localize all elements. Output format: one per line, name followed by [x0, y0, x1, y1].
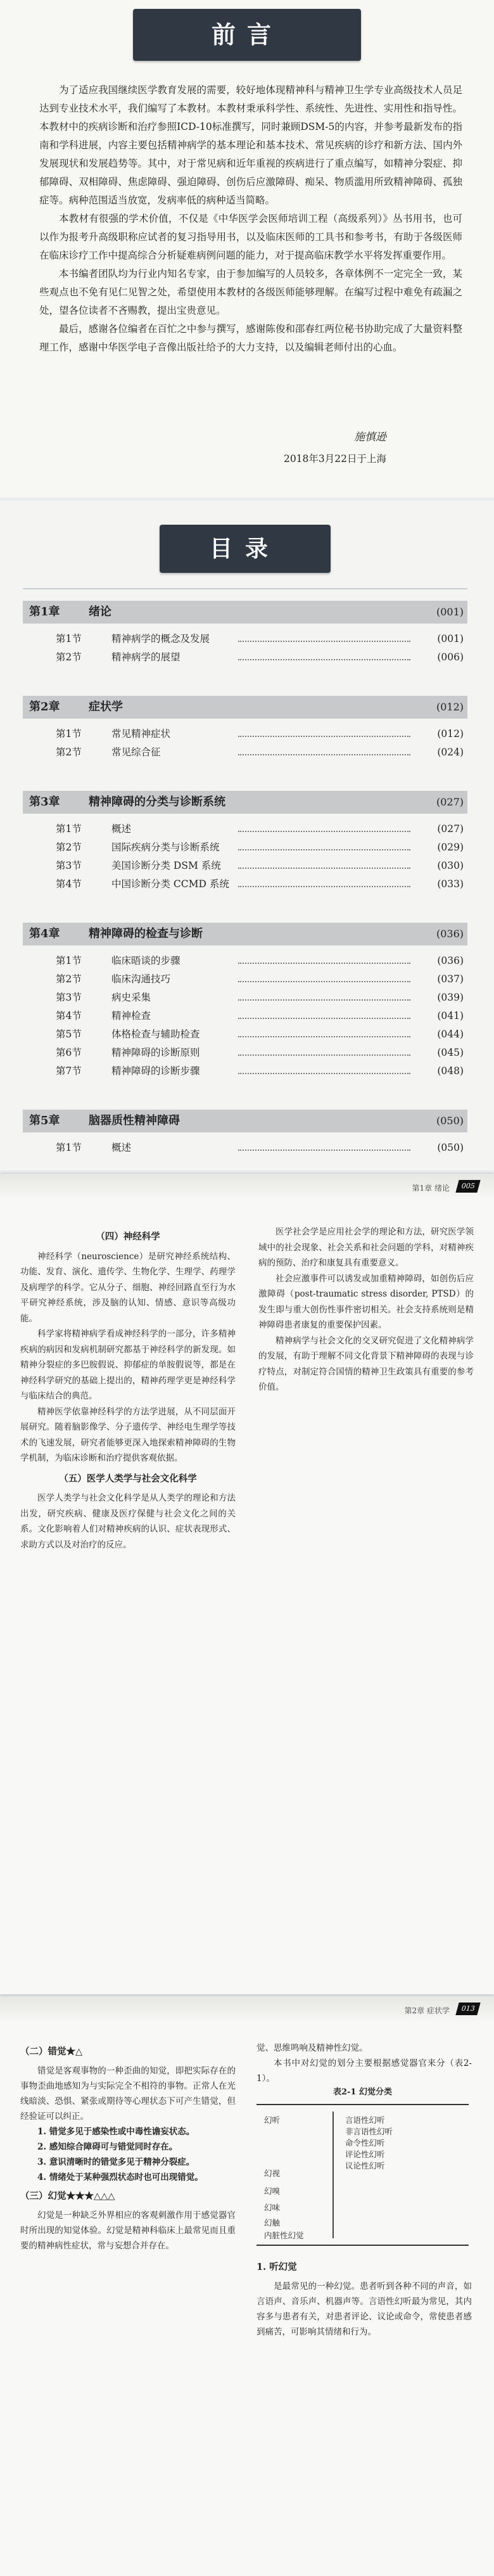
body-paragraph: 是最常见的一种幻觉。患者听到各种不同的声音，如言语声、音乐声、机器声等。言语性幻听最为常见，其内容多与患者有关，对患者评论、议论或命令，常使患者感到痛苦，可影响其情绪和行为。 [256, 2281, 472, 2337]
leader-dots [238, 999, 410, 1001]
leader-dots [238, 831, 410, 832]
preface-paragraph: 最后，感谢各位编者在百忙之中参与撰写，感谢陈俊和邵春红两位秘书协助完成了大量资料整理工作，感谢中华医学电子音像出版社给予的大力支持，以及编辑老师付出的心血。 [39, 323, 462, 353]
toc-title: 目录 [209, 535, 281, 562]
chapter-title: 精神障碍的分类与诊断系统 [89, 795, 225, 809]
left-column [20, 1224, 236, 1553]
toc-section-row[interactable] [23, 726, 467, 741]
section-title: 临床沟通技巧 [111, 973, 171, 985]
section-heading: （五）医学人类学与社会文化科学 [59, 1473, 197, 1484]
section-title: 精神病学的展望 [111, 651, 180, 663]
section-label: 第2节 [56, 651, 82, 663]
toc-section-row[interactable] [23, 631, 467, 646]
body-paragraph: 觉、思维鸣响及精神性幻觉。 [256, 2043, 368, 2053]
table-cell: 幻触 [264, 2218, 281, 2227]
sample-page-2 [0, 1996, 494, 2576]
toc-section-row[interactable] [23, 1140, 467, 1155]
body-paragraph: 本书中对幻觉的划分主要根据感觉器官来分（表2-1）。 [256, 2058, 472, 2084]
section-title: 概述 [111, 1142, 132, 1153]
section-label: 第2节 [56, 842, 82, 853]
toc-title-banner [160, 525, 331, 573]
leader-dots [238, 641, 410, 642]
table-cell: 议论性幻听 [345, 2161, 385, 2170]
section-page: (037) [437, 973, 464, 985]
section-label: 第5节 [56, 1028, 82, 1040]
leader-dots [238, 1150, 410, 1151]
section-title: 国际疾病分类与诊断系统 [111, 842, 220, 853]
section-title: 病史采集 [111, 992, 151, 1003]
section-title: 体格检查与辅助检查 [111, 1028, 200, 1040]
table-cell: 幻嗅 [264, 2186, 281, 2196]
classification-table [256, 2104, 469, 2246]
body-paragraph: 错觉是客观事物的一种歪曲的知觉，即把实际存在的事物歪曲地感知为与实际完全不相符的事物。正常人在光线暗淡、恐惧、紧张或期待等心理状态下可产生错觉，但经验证可以纠正。 [20, 2066, 236, 2122]
toc-section-row[interactable] [23, 1008, 467, 1023]
right-column [256, 2041, 472, 2086]
section-page: (012) [437, 728, 464, 740]
toc-section-row[interactable] [23, 650, 467, 665]
table-cell: 非言语性幻听 [345, 2127, 393, 2136]
section-label: 第4节 [56, 1010, 82, 1022]
list-item: 2. 感知综合障碍可与错觉同时存在。 [37, 2142, 178, 2152]
leader-dots [238, 1018, 410, 1019]
list-item: 4. 情绪处于某种强烈状态时也可出现错觉。 [37, 2172, 203, 2182]
chapter-label: 第4章 [29, 927, 60, 940]
section-label: 第3节 [56, 860, 82, 871]
toc-section-row[interactable] [23, 971, 467, 987]
leader-dots [238, 754, 410, 755]
section-heading: （二）错觉★△ [20, 2046, 83, 2057]
section-title: 中国诊断分类 CCMD 系统 [111, 878, 229, 890]
leader-dots [238, 1054, 410, 1056]
page-number: 013 [455, 2002, 480, 2015]
section-label: 第1节 [56, 728, 82, 740]
section-page: (048) [437, 1065, 464, 1077]
section-label: 第1节 [56, 955, 82, 966]
running-head-text: 第1章 绪论 [412, 1184, 450, 1193]
section-title: 精神病学的概念及发展 [111, 633, 210, 644]
section-title: 临床晤谈的步骤 [111, 955, 180, 966]
section-heading: 1. 听幻觉 [256, 2262, 297, 2272]
section-label: 第7节 [56, 1065, 82, 1077]
section-title: 精神障碍的诊断原则 [111, 1047, 200, 1058]
body-paragraph: 医学人类学与社会文化科学是从人类学的理论和方法出发，研究疾病、健康及医疗保健与社会文化之间的关系。文化影响着人们对精神疾病的认识、症状表现形式、求助方式以及对治疗的反应。 [20, 1493, 236, 1550]
leader-dots [238, 868, 410, 869]
table-cell: 幻视 [264, 2169, 281, 2178]
section-heading: （四）神经科学 [96, 1231, 160, 1242]
chapter-page: (027) [436, 796, 464, 808]
section-label: 第1节 [56, 633, 82, 644]
toc-chapter-row[interactable] [23, 696, 467, 719]
toc-section-row[interactable] [23, 953, 467, 968]
table-cell: 幻听 [264, 2115, 281, 2125]
preface-paragraph: 为了适应我国继续医学教育发展的需要，较好地体现精神科与精神卫生学专业高级技术人员足达到专业技术水平，我们编写了本教材。本教材秉承科学性、系统性、先进性、实用性和指导性。本教材中的疾病诊断和治疗参照ICD-10标准撰写，同时兼顾DSM-5的内容，并参考最新发布的指南和学科进展，内容主要包括精神病学的基本理论和基本技术、常见疾病的诊疗和新方法、国内外发展现状和发展趋势等。其中，对于常见病和近年重视的疾病进行了重点编写，如精神分裂症、抑郁障碍、双相障碍、焦虑障碍、强迫障碍、创伤后应激障碍、痴呆、物质滥用所致精神障碍、孤独症等。病种范围适当放宽，发病率低的病种适当简略。 [39, 84, 462, 206]
body-paragraph: 医学社会学是应用社会学的理论和方法，研究医学领域中的社会现象、社会关系和社会问题的学科，对精神疾病的预防、治疗和康复具有重要意义。 [258, 1227, 474, 1268]
chapter-label: 第3章 [29, 795, 60, 809]
table-title: 表2-1 幻觉分类 [332, 2087, 392, 2097]
leader-dots [238, 886, 410, 887]
right-column-lower [256, 2256, 472, 2340]
toc-chapter-row[interactable] [23, 923, 467, 945]
section-title: 常见精神症状 [111, 728, 171, 740]
section-label: 第1节 [56, 1142, 82, 1153]
left-column [20, 2041, 236, 2253]
section-label: 第6节 [56, 1047, 82, 1058]
section-title: 概述 [111, 823, 132, 835]
chapter-label: 第5章 [29, 1114, 60, 1127]
right-column [258, 1224, 474, 1395]
table-cell: 评论性幻听 [345, 2150, 385, 2159]
leader-dots [238, 849, 410, 850]
chapter-title: 精神障碍的检查与诊断 [89, 927, 203, 940]
toc-chapter-row[interactable] [23, 791, 467, 814]
body-paragraph: 幻觉是一种缺乏外界相应的客观刺激作用于感觉器官时所出现的知觉体验。幻觉是精神科临床上最常见而且重要的精神病性症状，常与妄想合并存在。 [20, 2210, 236, 2251]
section-title: 精神障碍的诊断步骤 [111, 1065, 200, 1077]
section-page: (045) [437, 1047, 464, 1058]
leader-dots [238, 981, 410, 982]
preface-paragraph: 本书编者团队均为行业内知名专家，由于参加编写的人员较多，各章体例不一定完全一致，某些观点也不免有见仁见智之处，希望使用本教材的各级医师能够理解。在编写过程中难免有疏漏之处，望各位读者不吝赐教，提出宝贵意见。 [39, 268, 462, 316]
preface-paragraph: 本教材有很强的学术价值，不仅是《中华医学会医师培训工程（高级系列）》丛书用书，也可以作为报考升高级职称应试者的复习指导用书，以及临床医师的工具书和参考书，有助于各级医师在临床诊疗工作中提高综合分析疑难病例问题的能力，对于提高临床教学水平将发挥重要作用。 [39, 213, 462, 261]
section-page: (050) [437, 1142, 464, 1153]
toc-section-row[interactable] [23, 840, 467, 855]
toc-section-row[interactable] [23, 858, 467, 873]
toc-section-row[interactable] [23, 1063, 467, 1079]
preface-title-banner [133, 9, 361, 61]
section-title: 美国诊断分类 DSM 系统 [111, 860, 221, 871]
table-cell: 言语性幻听 [345, 2115, 385, 2125]
body-paragraph: 精神病学与社会文化的交叉研究促进了文化精神病学的发展，有助于理解不同文化背景下精神障碍的表现与诊疗特点，对制定符合国情的精神卫生政策具有重要的参考价值。 [258, 1335, 474, 1392]
running-head-text: 第2章 症状学 [404, 2006, 450, 2015]
toc-section-row[interactable] [23, 821, 467, 836]
toc-chapter-row[interactable] [23, 601, 467, 624]
toc-section-row[interactable] [23, 1045, 467, 1060]
section-heading: （三）幻觉★★★△△△ [20, 2191, 115, 2201]
chapter-title: 脑器质性精神障碍 [89, 1114, 180, 1127]
leader-dots [238, 659, 410, 660]
toc-section-row[interactable] [23, 745, 467, 760]
section-title: 精神检查 [111, 1010, 151, 1022]
toc-chapter-row[interactable] [23, 1110, 467, 1132]
chapter-label: 第2章 [29, 700, 60, 714]
body-paragraph: 社会应激事件可以诱发或加重精神障碍，如创伤后应激障碍（post-traumatic stress disorder, PTSD）的发生即与重大创伤性事件密切相关。社会支持系统则是精神障碍患者康复的重要保护因素。 [258, 1273, 474, 1330]
section-page: (039) [437, 992, 464, 1003]
leader-dots [238, 736, 410, 737]
chapter-page: (036) [436, 928, 464, 940]
section-label: 第4节 [56, 878, 82, 890]
preface-signature: 施慎逊 [354, 431, 386, 444]
preface-body [39, 81, 462, 357]
running-header [0, 1996, 494, 2023]
chapter-label: 第1章 [29, 605, 60, 618]
section-page: (029) [437, 842, 464, 853]
chapter-page: (001) [436, 606, 464, 618]
chapter-page: (012) [436, 701, 464, 713]
chapter-title: 绪论 [89, 605, 111, 618]
page-number: 005 [455, 1180, 480, 1193]
chapter-page: (050) [436, 1115, 464, 1127]
section-page: (030) [437, 860, 464, 871]
table-cell: 命令性幻听 [345, 2138, 385, 2148]
table-divider [332, 2111, 334, 2238]
section-page: (027) [437, 823, 464, 835]
leader-dots [238, 1073, 410, 1074]
section-page: (033) [437, 878, 464, 890]
section-page: (041) [437, 1010, 464, 1022]
preface-page [0, 0, 494, 497]
table-cell: 内脏性幻觉 [264, 2231, 304, 2240]
list-item: 1. 错觉多见于感染性或中毒性谵妄状态。 [37, 2127, 195, 2137]
section-label: 第3节 [56, 992, 82, 1003]
preface-date: 2018年3月22日于上海 [283, 453, 386, 465]
section-page: (044) [437, 1028, 464, 1040]
chapter-title: 症状学 [89, 700, 123, 714]
toc-divider [23, 588, 467, 589]
body-paragraph: 科学家将精神病学看成神经科学的一部分，许多精神疾病的病因和发病机制研究都基于神经科学的新发现。如精神分裂症的多巴胺假说、抑郁症的单胺假说等，都是在神经科学研究的基础上提出的，精神药理学更是神经科学与临床结合的典范。 [20, 1329, 236, 1401]
body-paragraph: 精神医学依靠神经科学的方法学进展，从不同层面开展研究。随着脑影像学、分子遗传学、神经电生理学等技术的飞速发展，研究者能够更深入地探索精神障碍的生物学机制，为临床诊断和治疗提供客观依据。 [20, 1406, 236, 1463]
section-label: 第2节 [56, 747, 82, 758]
section-label: 第2节 [56, 973, 82, 985]
section-page: (006) [437, 651, 464, 663]
running-header [0, 1174, 494, 1200]
body-paragraph: 神经科学（neuroscience）是研究神经系统结构、功能、发育、演化、遗传学、生物化学、生理学、药理学及病理学的科学。它从分子、细胞、神经回路直至行为水平研究神经系统，涉及脑的认知、情感、意识等高级功能。 [20, 1251, 236, 1324]
toc-section-row[interactable] [23, 876, 467, 892]
section-page: (036) [437, 955, 464, 966]
section-page: (001) [437, 633, 464, 644]
toc-section-row[interactable] [23, 1027, 467, 1042]
table-cell: 幻味 [264, 2203, 281, 2212]
preface-title: 前言 [211, 20, 282, 49]
leader-dots [238, 1036, 410, 1037]
list-item: 3. 意识清晰时的错觉多见于精神分裂症。 [37, 2157, 195, 2167]
section-page: (024) [437, 747, 464, 758]
sample-page-1 [0, 1174, 494, 1994]
toc-section-row[interactable] [23, 990, 467, 1005]
section-title: 常见综合征 [111, 747, 161, 758]
leader-dots [238, 963, 410, 964]
toc-page [0, 501, 494, 1170]
section-label: 第1节 [56, 823, 82, 835]
